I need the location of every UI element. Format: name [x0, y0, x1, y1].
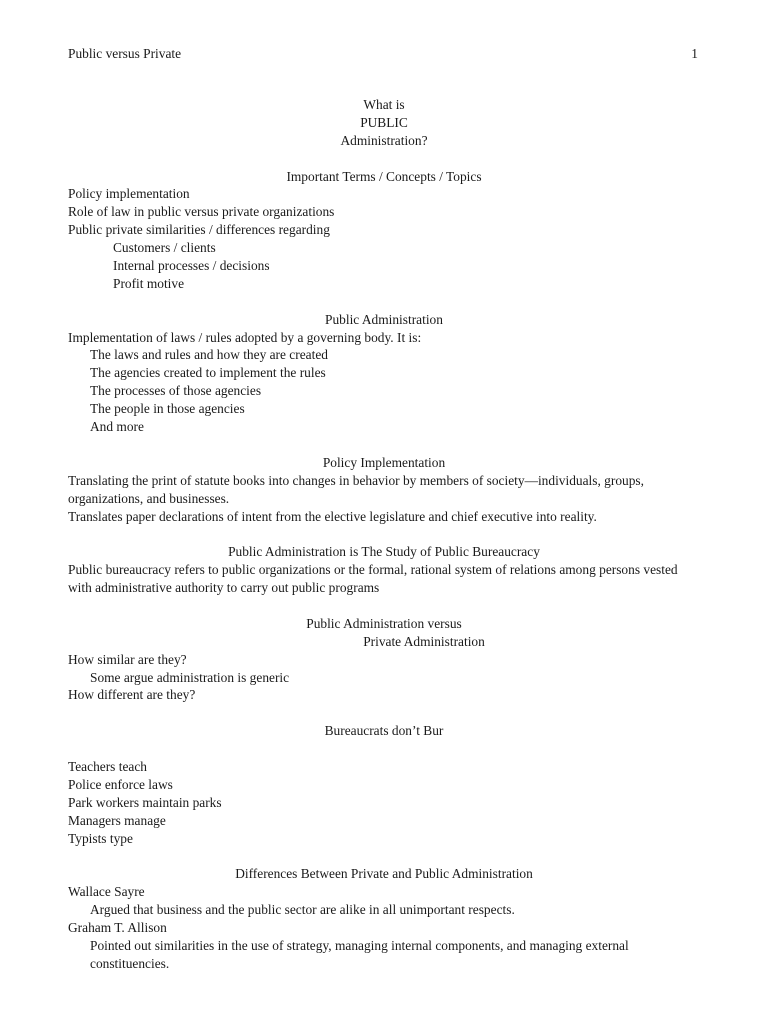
section-heading-bureaucracy: Public Administration is The Study of Public Bureaucracy [228, 544, 540, 560]
section-heading-versus-1: Public Administration versus [306, 615, 462, 631]
list-item: And more [90, 419, 144, 435]
person-note: Pointed out similarities in the use of strategy, managing internal components, and managing external constituencies. [90, 937, 629, 971]
title-line-3: Administration? [340, 132, 428, 148]
list-item: The agencies created to implement the rules [90, 365, 326, 381]
list-item: The people in those agencies [90, 401, 245, 417]
list-item: The processes of those agencies [90, 383, 262, 399]
spacer [68, 597, 700, 615]
list-item: Some argue administration is generic [90, 669, 290, 685]
section-heading-public-admin: Public Administration [325, 311, 443, 327]
section-heading-versus-2: Private Administration [363, 633, 485, 649]
person-note: Argued that business and the public sector are alike in all unimportant respects. [90, 902, 515, 918]
list-item: Role of law in public versus private organizations [68, 204, 335, 220]
spacer [68, 704, 700, 722]
spacer [68, 525, 700, 543]
person-name: Graham T. Allison [68, 920, 167, 936]
person-name: Wallace Sayre [68, 884, 145, 900]
list-item: Park workers maintain parks [68, 794, 222, 810]
sub-list-item: Customers / clients [113, 240, 216, 256]
paragraph: Public bureaucracy refers to public organizations or the formal, rational system of relations among persons vested with administrative authority to carry out public programs [68, 562, 678, 596]
list-item: Police enforce laws [68, 776, 173, 792]
spacer [68, 436, 700, 454]
section-heading-terms: Important Terms / Concepts / Topics [286, 168, 482, 184]
sub-list-item: Internal processes / decisions [113, 258, 270, 274]
section-heading-differences: Differences Between Private and Public Administration [235, 866, 533, 882]
list-item: How similar are they? [68, 651, 187, 667]
title-line-1: What is [363, 97, 405, 112]
page-header [68, 46, 698, 64]
list-item: The laws and rules and how they are created [90, 347, 328, 363]
list-item: How different are they? [68, 687, 196, 703]
list-item: Public private similarities / differences regarding [68, 222, 330, 238]
list-item: Teachers teach [68, 759, 147, 775]
title-line-2: PUBLIC [360, 114, 408, 130]
spacer [68, 847, 700, 865]
list-item: Policy implementation [68, 186, 190, 202]
list-item: Managers manage [68, 812, 166, 828]
section-heading-bur: Bureaucrats don’t Bur [324, 723, 444, 739]
list-item: Typists type [68, 830, 133, 846]
page-number: 1 [691, 46, 698, 61]
section-heading-policy: Policy Implementation [322, 454, 446, 470]
document-body [68, 96, 700, 973]
running-title: Public versus Private [68, 46, 182, 61]
paragraph: Translates paper declarations of intent from the elective legislature and chief executive into reality. [68, 508, 597, 524]
spacer [68, 293, 700, 311]
paragraph: Implementation of laws / rules adopted by a governing body. It is: [68, 329, 422, 345]
paragraph: Translating the print of statute books into changes in behavior by members of society—individuals, groups, organizations, and businesses. [68, 472, 644, 506]
spacer [68, 740, 700, 758]
sub-list-item: Profit motive [113, 275, 185, 291]
spacer [68, 150, 700, 168]
